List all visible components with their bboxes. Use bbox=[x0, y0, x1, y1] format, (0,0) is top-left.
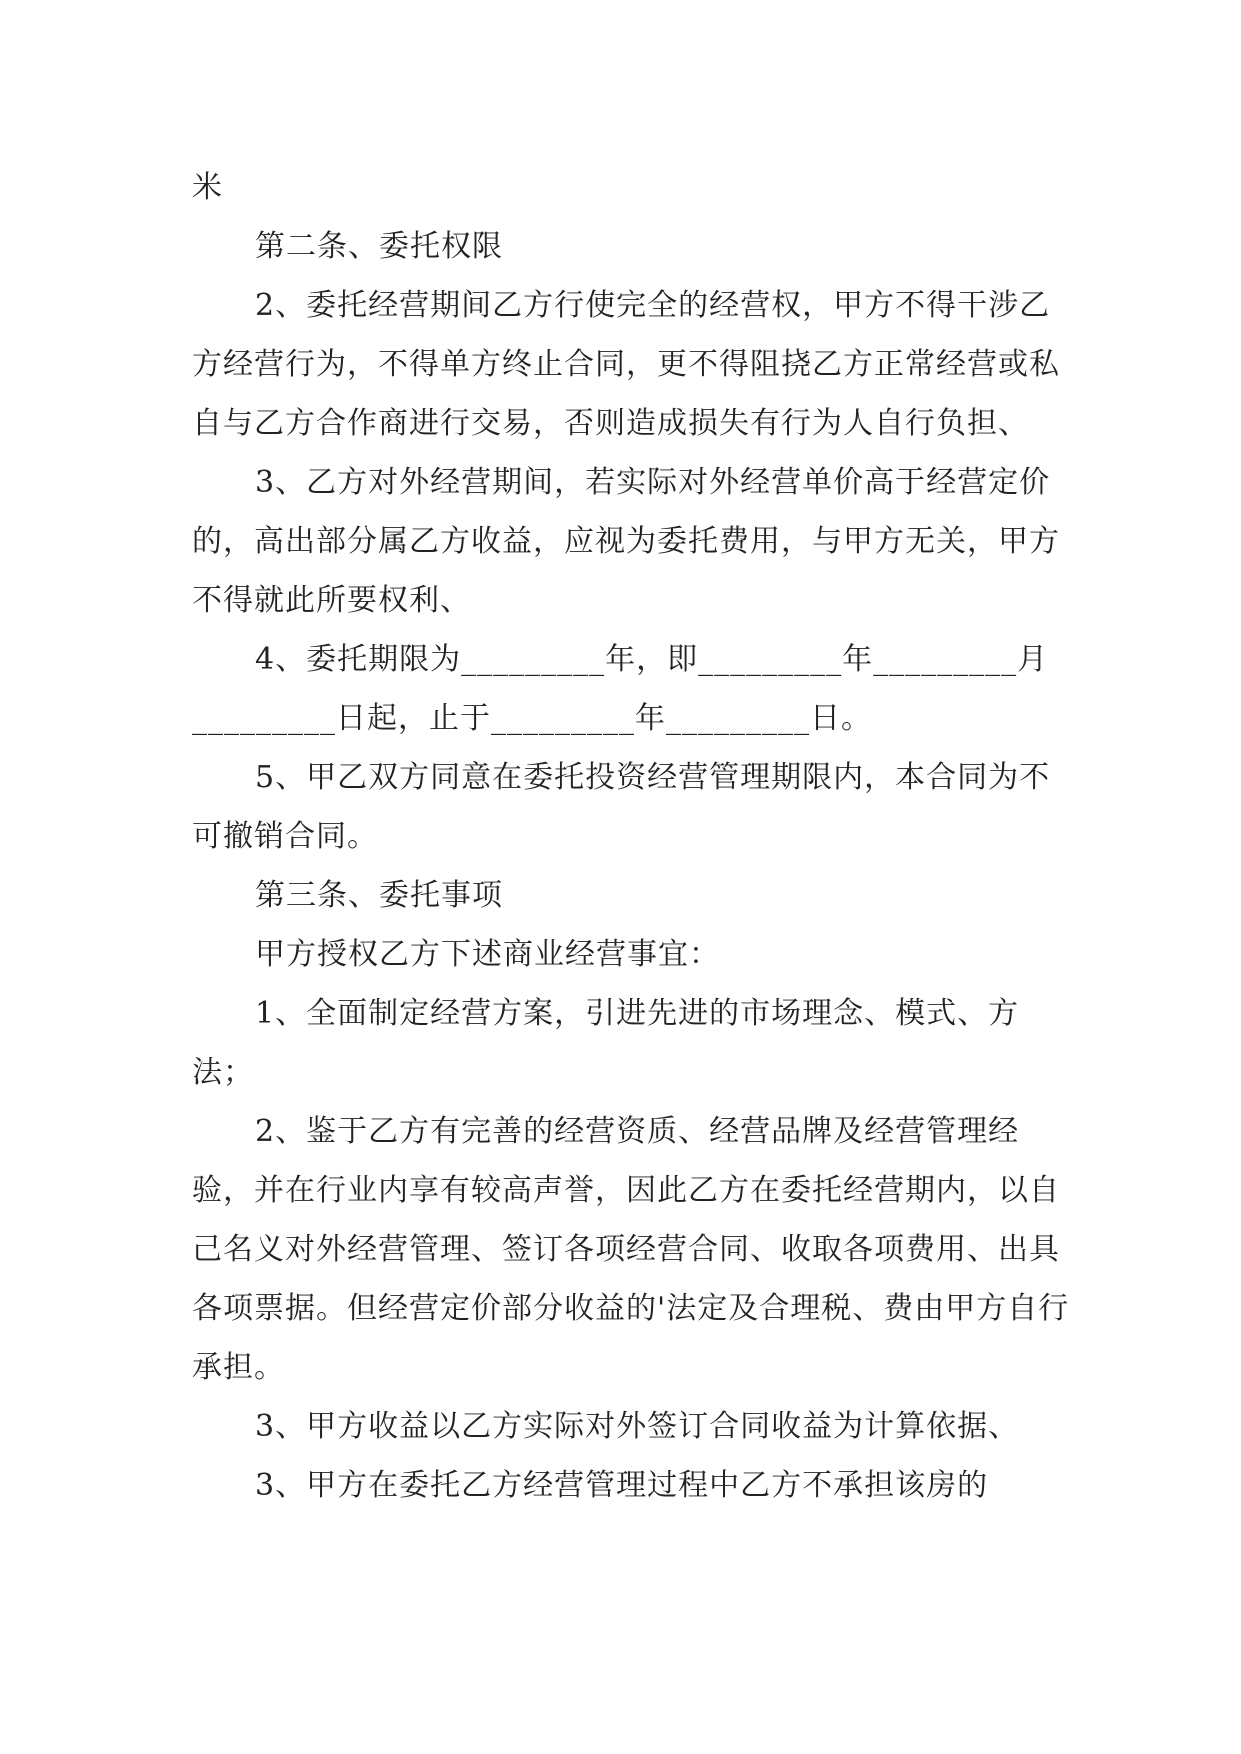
clause-4-entrustment-period: 4、委托期限为_________年，即_________年_________月_________日起，止于_________年_________日。 bbox=[192, 642, 1049, 736]
clause-2-operating-rights: 2、委托经营期间乙方行使完全的经营权，甲方不得干涉乙方经营行为，不得单方终止合同，更不得阻挠乙方正常经营或私自与乙方合作商进行交易，否则造成损失有行为人自行负担、 bbox=[192, 288, 1060, 441]
section-heading-article-2: 第二条、委托权限 bbox=[255, 229, 503, 264]
item-1-business-plan: 1、全面制定经营方案，引进先进的市场理念、模式、方法； bbox=[192, 996, 1020, 1090]
item-3-liability: 3、甲方在委托乙方经营管理过程中乙方不承担该房的 bbox=[255, 1468, 989, 1503]
item-2-qualifications: 2、鉴于乙方有完善的经营资质、经营品牌及经营管理经验，并在行业内享有较高声誉，因此乙方在委托经营期内，以自己名义对外经营管理、签订各项经营合同、收取各项费用、出具各项票据。但经营定价部分收益的'法定及合理税、费由甲方自行承担。 bbox=[192, 1114, 1070, 1385]
authorization-intro: 甲方授权乙方下述商业经营事宜： bbox=[255, 937, 720, 972]
item-3-revenue-basis: 3、甲方收益以乙方实际对外签订合同收益为计算依据、 bbox=[255, 1409, 1020, 1444]
clause-3-excess-revenue: 3、乙方对外经营期间，若实际对外经营单价高于经营定价的，高出部分属乙方收益，应视为委托费用，与甲方无关，甲方不得就此所要权利、 bbox=[192, 465, 1060, 618]
section-heading-article-3: 第三条、委托事项 bbox=[255, 878, 503, 913]
document-body bbox=[192, 158, 1072, 1515]
clause-5-irrevocable: 5、甲乙双方同意在委托投资经营管理期限内，本合同为不可撤销合同。 bbox=[192, 760, 1051, 854]
paragraph-continuation: 米 bbox=[192, 170, 223, 205]
